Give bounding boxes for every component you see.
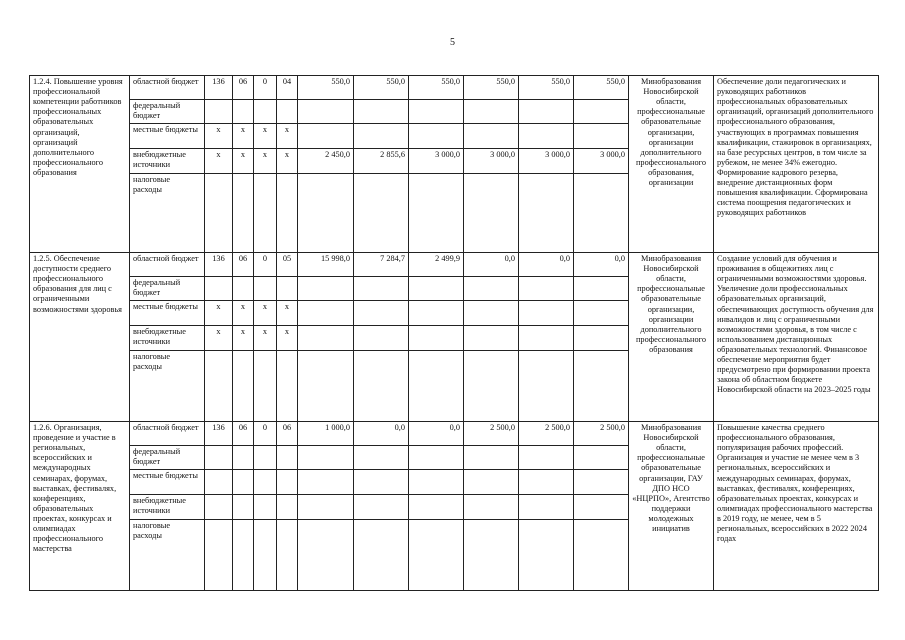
budget-code bbox=[233, 446, 254, 470]
budget-code: х bbox=[277, 301, 298, 326]
budget-code bbox=[205, 470, 233, 495]
budget-code bbox=[205, 520, 233, 591]
funding-value bbox=[298, 326, 354, 351]
budget-code bbox=[233, 277, 254, 301]
funding-value bbox=[409, 326, 464, 351]
funding-value bbox=[354, 495, 409, 520]
funding-value bbox=[354, 520, 409, 591]
budget-code: х bbox=[233, 124, 254, 149]
funding-value bbox=[519, 446, 574, 470]
funding-value bbox=[464, 470, 519, 495]
expected-result: Создание условий для обучения и проживания в общежитиях лиц с ограниченными возможностями здоровья. Увеличение доли профессиональных образовательных организаций, обеспечивающих доступность обучения для инвалидов и лиц с ограниченными возможностями здоровья, в том числе с использованием дистанционных образовательных технологий. Финансовое обеспечение мероприятия будет предусмотрено при формировании проекта закона об областном бюджете Новосибирской области на 2023–2025 годы bbox=[714, 253, 879, 422]
funding-value bbox=[574, 470, 629, 495]
funding-value bbox=[298, 124, 354, 149]
budget-code: 06 bbox=[277, 422, 298, 446]
budget-code bbox=[277, 470, 298, 495]
funding-value bbox=[574, 495, 629, 520]
funding-value bbox=[298, 520, 354, 591]
funding-value: 7 284,7 bbox=[354, 253, 409, 277]
funding-value: 2 500,0 bbox=[574, 422, 629, 446]
funding-value: 2 450,0 bbox=[298, 149, 354, 174]
funding-value bbox=[519, 520, 574, 591]
budget-code bbox=[254, 495, 277, 520]
funding-value: 550,0 bbox=[298, 76, 354, 100]
funding-source: налоговые расходы bbox=[130, 520, 205, 591]
budget-code bbox=[277, 351, 298, 422]
funding-source: областной бюджет bbox=[130, 253, 205, 277]
funding-value bbox=[298, 446, 354, 470]
budget-code bbox=[233, 351, 254, 422]
funding-value bbox=[519, 470, 574, 495]
funding-value: 3 000,0 bbox=[464, 149, 519, 174]
funding-value bbox=[519, 326, 574, 351]
funding-value bbox=[298, 174, 354, 253]
funding-value bbox=[464, 495, 519, 520]
funding-value bbox=[464, 100, 519, 124]
budget-code: х bbox=[205, 301, 233, 326]
funding-value bbox=[409, 351, 464, 422]
funding-source: внебюджетные источники bbox=[130, 326, 205, 351]
funding-value: 0,0 bbox=[464, 253, 519, 277]
funding-value bbox=[574, 446, 629, 470]
funding-value bbox=[574, 520, 629, 591]
budget-code: 136 bbox=[205, 422, 233, 446]
funding-source: налоговые расходы bbox=[130, 174, 205, 253]
budget-code: 05 bbox=[277, 253, 298, 277]
funding-value bbox=[298, 277, 354, 301]
executor: Минобразования Новосибирской области, профессиональные образовательные организации, организации дополнительного профессионального образования, организации bbox=[629, 76, 714, 253]
budget-code: 136 bbox=[205, 76, 233, 100]
funding-value bbox=[298, 495, 354, 520]
budget-code: х bbox=[277, 124, 298, 149]
funding-value: 0,0 bbox=[409, 422, 464, 446]
budget-code: 0 bbox=[254, 422, 277, 446]
funding-value bbox=[519, 100, 574, 124]
funding-value bbox=[409, 495, 464, 520]
funding-value bbox=[464, 446, 519, 470]
funding-value bbox=[298, 100, 354, 124]
budget-code bbox=[277, 277, 298, 301]
funding-value: 550,0 bbox=[519, 76, 574, 100]
funding-value bbox=[464, 326, 519, 351]
funding-source: местные бюджеты bbox=[130, 124, 205, 149]
funding-source: областной бюджет bbox=[130, 76, 205, 100]
program-activities-table bbox=[29, 75, 879, 591]
source-row bbox=[30, 76, 879, 100]
funding-value bbox=[519, 174, 574, 253]
funding-value bbox=[298, 470, 354, 495]
funding-value bbox=[354, 301, 409, 326]
funding-value bbox=[464, 520, 519, 591]
budget-code: х bbox=[205, 149, 233, 174]
funding-value bbox=[519, 277, 574, 301]
budget-code bbox=[254, 277, 277, 301]
funding-value: 550,0 bbox=[464, 76, 519, 100]
budget-code bbox=[205, 446, 233, 470]
funding-value bbox=[574, 326, 629, 351]
budget-code bbox=[205, 174, 233, 253]
budget-code bbox=[254, 100, 277, 124]
funding-source: местные бюджеты bbox=[130, 470, 205, 495]
budget-code bbox=[205, 100, 233, 124]
funding-value bbox=[354, 174, 409, 253]
activity-name: 1.2.5. Обеспечение доступности среднего профессионального образования для лиц с ограниченными возможностями здоровья bbox=[30, 253, 130, 422]
funding-value bbox=[354, 124, 409, 149]
funding-value bbox=[519, 124, 574, 149]
funding-value bbox=[409, 520, 464, 591]
funding-value: 0,0 bbox=[519, 253, 574, 277]
funding-value: 3 000,0 bbox=[409, 149, 464, 174]
funding-source: областной бюджет bbox=[130, 422, 205, 446]
budget-code bbox=[233, 174, 254, 253]
funding-source: внебюджетные источники bbox=[130, 149, 205, 174]
budget-code: 136 bbox=[205, 253, 233, 277]
budget-code: 06 bbox=[233, 422, 254, 446]
funding-value bbox=[298, 351, 354, 422]
budget-code bbox=[254, 446, 277, 470]
budget-code: 06 bbox=[233, 253, 254, 277]
funding-value bbox=[574, 174, 629, 253]
activity-name: 1.2.4. Повышение уровня профессиональной компетенции работников профессиональных образовательных организаций, организаций дополнительного профессионального образования bbox=[30, 76, 130, 253]
budget-code bbox=[254, 174, 277, 253]
source-row bbox=[30, 422, 879, 446]
funding-value bbox=[464, 351, 519, 422]
funding-value bbox=[354, 100, 409, 124]
funding-value bbox=[409, 301, 464, 326]
budget-code bbox=[254, 351, 277, 422]
funding-value bbox=[409, 446, 464, 470]
funding-value bbox=[574, 351, 629, 422]
funding-value: 2 499,9 bbox=[409, 253, 464, 277]
funding-value: 550,0 bbox=[574, 76, 629, 100]
budget-code: х bbox=[254, 149, 277, 174]
funding-value bbox=[354, 277, 409, 301]
funding-value: 2 500,0 bbox=[519, 422, 574, 446]
executor: Минобразования Новосибирской области, профессиональные образовательные организации, организации дополнительного профессионального образования bbox=[629, 253, 714, 422]
budget-code bbox=[277, 520, 298, 591]
funding-source: местные бюджеты bbox=[130, 301, 205, 326]
budget-code bbox=[205, 495, 233, 520]
budget-code bbox=[233, 470, 254, 495]
funding-source: федеральный бюджет bbox=[130, 446, 205, 470]
budget-code: 04 bbox=[277, 76, 298, 100]
budget-code: х bbox=[254, 124, 277, 149]
activity-name: 1.2.6. Организация, проведение и участие в региональных, всероссийских и международных семинарах, форумах, выставках, фестивалях, конференциях, образовательных проектах, конкурсах и олимпиадах профессионального мастерства bbox=[30, 422, 130, 591]
funding-value bbox=[354, 446, 409, 470]
budget-code bbox=[277, 446, 298, 470]
funding-source: внебюджетные источники bbox=[130, 495, 205, 520]
funding-value bbox=[574, 301, 629, 326]
budget-code bbox=[233, 520, 254, 591]
funding-value: 550,0 bbox=[354, 76, 409, 100]
funding-value bbox=[574, 277, 629, 301]
expected-result: Обеспечение доли педагогических и руководящих работников профессиональных образовательных организаций, организаций дополнительного профессионального образования, участвующих в программах повышения квалификации, стажировок в организациях, на базе ресурсных центров, в том числе за рубежом, не менее 34% ежегодно. Формирование кадрового резерва, внедрение дистанционных форм повышения квалификации. Сформирована система поощрения педагогических и руководящих работников bbox=[714, 76, 879, 253]
budget-code bbox=[205, 351, 233, 422]
funding-value bbox=[519, 301, 574, 326]
funding-value bbox=[409, 100, 464, 124]
budget-code: х bbox=[205, 124, 233, 149]
budget-code: х bbox=[277, 326, 298, 351]
budget-code bbox=[277, 100, 298, 124]
funding-value bbox=[354, 470, 409, 495]
funding-value bbox=[354, 351, 409, 422]
funding-value bbox=[464, 301, 519, 326]
funding-value bbox=[409, 124, 464, 149]
funding-value: 3 000,0 bbox=[519, 149, 574, 174]
budget-code bbox=[254, 470, 277, 495]
funding-source: федеральный бюджет bbox=[130, 277, 205, 301]
funding-value bbox=[464, 124, 519, 149]
budget-code bbox=[233, 100, 254, 124]
executor: Минобразования Новосибирской области, профессиональные образовательные организации, ГАУ ДПО НСО «НЦРПО», Агентство поддержки молодежных инициатив bbox=[629, 422, 714, 591]
funding-value bbox=[464, 174, 519, 253]
budget-code: х bbox=[254, 326, 277, 351]
funding-value bbox=[409, 277, 464, 301]
funding-value: 2 500,0 bbox=[464, 422, 519, 446]
page-number: 5 bbox=[450, 37, 455, 48]
funding-value: 15 998,0 bbox=[298, 253, 354, 277]
funding-value bbox=[519, 495, 574, 520]
budget-code: 0 bbox=[254, 76, 277, 100]
source-row bbox=[30, 253, 879, 277]
budget-code: 0 bbox=[254, 253, 277, 277]
budget-code bbox=[254, 520, 277, 591]
funding-value: 1 000,0 bbox=[298, 422, 354, 446]
funding-value: 550,0 bbox=[409, 76, 464, 100]
budget-code: х bbox=[233, 301, 254, 326]
funding-value: 0,0 bbox=[354, 422, 409, 446]
funding-value bbox=[298, 301, 354, 326]
funding-source: федеральный бюджет bbox=[130, 100, 205, 124]
funding-value bbox=[464, 277, 519, 301]
budget-code bbox=[233, 495, 254, 520]
funding-value bbox=[409, 174, 464, 253]
funding-value bbox=[354, 326, 409, 351]
budget-code: х bbox=[254, 301, 277, 326]
funding-source: налоговые расходы bbox=[130, 351, 205, 422]
budget-code: х bbox=[233, 149, 254, 174]
funding-value bbox=[409, 470, 464, 495]
budget-code: х bbox=[205, 326, 233, 351]
funding-value: 0,0 bbox=[574, 253, 629, 277]
budget-code: х bbox=[277, 149, 298, 174]
funding-value bbox=[574, 124, 629, 149]
budget-code bbox=[205, 277, 233, 301]
expected-result: Повышение качества среднего профессионального образования, популяризация рабочих профессий. Организация и участие не менее чем в 3 региональных, всероссийских и международных семинарах, форумах, выставках, фестивалях, конференциях, образовательных проектах, конкурсах и олимпиадах профессионального мастерства в 2019 году, не менее, чем в 5 региональных, всероссийских в 2022 2024 годах bbox=[714, 422, 879, 591]
budget-code: х bbox=[233, 326, 254, 351]
funding-value: 3 000,0 bbox=[574, 149, 629, 174]
budget-code: 06 bbox=[233, 76, 254, 100]
funding-value bbox=[519, 351, 574, 422]
budget-code bbox=[277, 495, 298, 520]
budget-code bbox=[277, 174, 298, 253]
funding-value bbox=[574, 100, 629, 124]
funding-value: 2 855,6 bbox=[354, 149, 409, 174]
